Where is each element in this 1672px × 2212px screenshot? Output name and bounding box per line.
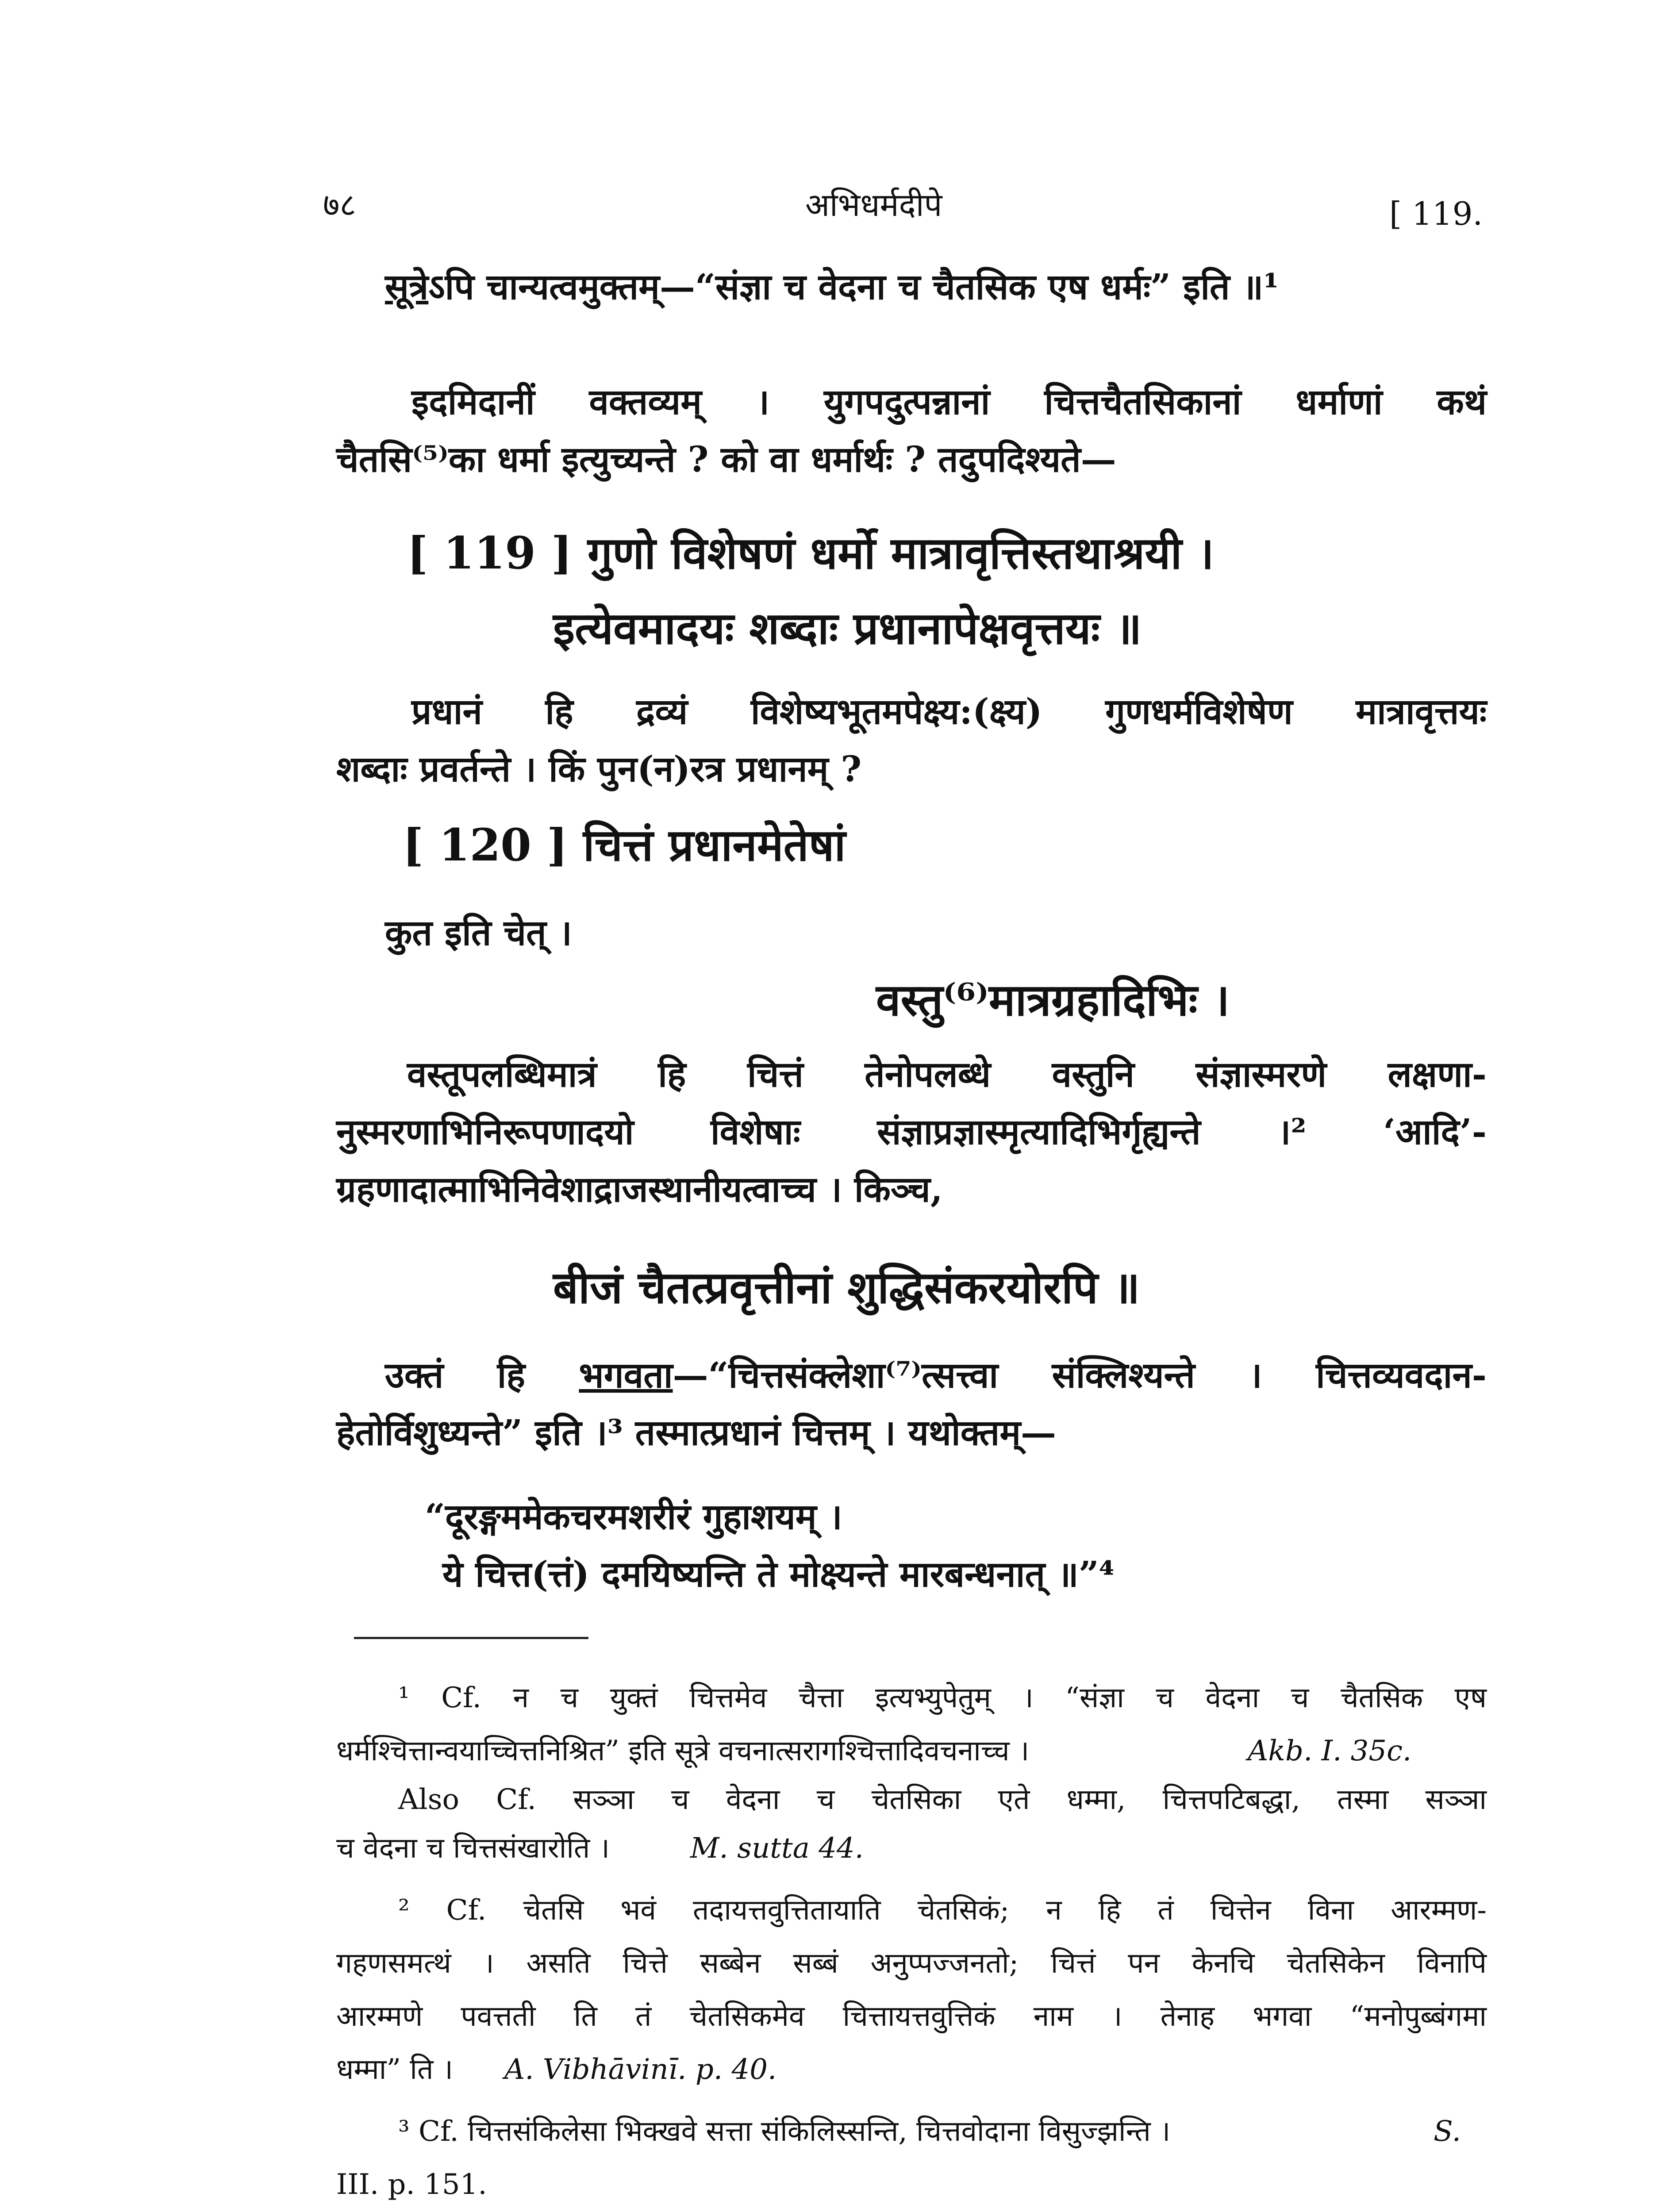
para5-line1-start: उक्तं हि — [385, 1354, 579, 1396]
verse-119-line1: [ 119 ] गुणो विशेषणं धर्मो मात्रावृत्तिस्तथाश्रयी । — [407, 527, 1215, 579]
running-title: अभिधर्मदीपे — [805, 186, 942, 223]
para4-line2: नुस्मरणाभिनिरूपणादयो विशेषाः संज्ञाप्रज्ञास्मृत्यादिभिर्गृह्यन्ते ।² ‘आदि’- — [336, 1111, 1487, 1152]
footnote-1-ref: Akb. I. 35c. — [1248, 1735, 1412, 1767]
para1-line1: इदमिदानीं वक्तव्यम् । युगपदुत्पन्नानां चित्तचैतसिकानां धर्माणां कथं — [411, 381, 1487, 422]
para4-line3: ग्रहणादात्माभिनिवेशाद्राजस्थानीयत्वाच्च । किञ्च, — [336, 1168, 943, 1210]
footnote-1-line4: च वेदना च चित्तसंखारोति । — [336, 1832, 610, 1865]
page-number: ७८ — [323, 186, 356, 223]
footnote-rule — [354, 1637, 588, 1639]
quote-line1: “दूरङ्गममेकचरमशरीरं गुहाशयम् । — [425, 1496, 842, 1537]
para2-line1: प्रधानं हि द्रव्यं विशेष्यभूतमपेक्ष्य:(क्ष्य) गुणधर्मविशेषेण मात्रावृत्तयः — [411, 691, 1487, 732]
verse-120-line2: वस्तु⁽⁶⁾मात्रग्रहादिभिः । — [876, 974, 1230, 1026]
footnote-1-line1: ¹ Cf. न च युक्तं चित्तमेव चैत्ता इत्यभ्युपेतुम् । “संज्ञा च वेदना च चैतसिक एष — [398, 1682, 1487, 1714]
footnote-2-ref: A. Vibhāvinī. p. 40. — [504, 2053, 777, 2086]
para5-line1 — [385, 1354, 1487, 1396]
footnote-3-line2: III. p. 151. — [336, 2168, 487, 2201]
footnote-1-ref2: M. sutta 44. — [690, 1832, 864, 1865]
para5-line2: हेतोर्विशुध्यन्ते” इति ।³ तस्मात्प्रधानं चित्तम् । यथोक्तम्— — [336, 1412, 1057, 1453]
underlined-bhagavata: भगवता — [579, 1354, 673, 1396]
para1-line2: चैतसि⁽⁵⁾का धर्मा इत्युच्यन्ते ? को वा धर्मार्थः ? तदुपदिश्यते— — [336, 438, 1116, 480]
verse-120-line1: [ 120 ] चित्तं प्रधानमेतेषां — [403, 819, 846, 871]
para5-line1-rest: —“चित्तसंक्लेशा⁽⁷⁾त्सत्त्वा संक्लिश्यन्ते । चित्तव्यवदान- — [673, 1354, 1487, 1396]
footnote-2-line2: गहणसमत्थं । असति चित्ते सब्बेन सब्बं अनुप्पज्जनतो; चित्तं पन केनचि चेतसिकेन विनापि — [336, 1947, 1487, 1980]
para3-line1: कुत इति चेत् । — [385, 912, 572, 953]
verse-120-line3: बीजं चैतत्प्रवृत्तीनां शुद्धिसंकरयोरपि ॥ — [553, 1261, 1140, 1313]
footnote-2-line4: धम्मा” ति । — [336, 2053, 454, 2086]
quote-line2: ये चित्त(त्तं) दमयिष्यन्ति ते मोक्ष्यन्ते मारबन्धनात् ॥”⁴ — [442, 1553, 1115, 1595]
section-marker: [ 119. — [1389, 195, 1483, 232]
footnote-3-line1: ³ Cf. चित्तसंकिलेसा भिक्खवे सत्ता संकिलिस्सन्ति, चित्तवोदाना विसुज्झन्ति । — [398, 2115, 1171, 2148]
underlined-word: सूत्रे — [385, 266, 429, 307]
footnote-3-ref: S. — [1434, 2115, 1461, 2148]
verse-119-line2: इत्येवमादयः शब्दाः प्रधानापेक्षवृत्तयः ॥ — [553, 602, 1142, 654]
footnote-2-line3: आरम्मणे पवत्तती ति तं चेतसिकमेव चित्तायत्तवुत्तिकं नाम । तेनाह भगवा “मनोपुब्बंगमा — [336, 2000, 1487, 2033]
body-line-1-rest: ऽपि चान्यत्वमुक्तम्—“संज्ञा च वेदना च चैतसिक एष धर्मः” इति ॥¹ — [428, 266, 1279, 307]
body-line-1 — [385, 265, 1279, 308]
footnote-1-line3: Also Cf. सञ्ञा च वेदना च चेतसिका एते धम्मा, चित्तपटिबद्धा, तस्मा सञ्ञा — [398, 1783, 1487, 1816]
footnote-2-line1: ² Cf. चेतसि भवं तदायत्तवुत्तितायाति चेतसिकं; न हि तं चित्तेन विना आरम्मण- — [398, 1894, 1487, 1927]
footnote-1-line2: धर्मश्चित्तान्वयाच्चित्तनिश्रित” इति सूत्रे वचनात्सरागश्चित्तादिवचनाच्च । — [336, 1735, 1030, 1767]
para2-line2: शब्दाः प्रवर्तन्ते । किं पुन(न)रत्र प्रधानम् ? — [336, 748, 862, 790]
para4-line1: वस्तूपलब्धिमात्रं हि चित्तं तेनोपलब्धे वस्तुनि संज्ञास्मरणे लक्षणा- — [407, 1053, 1487, 1095]
